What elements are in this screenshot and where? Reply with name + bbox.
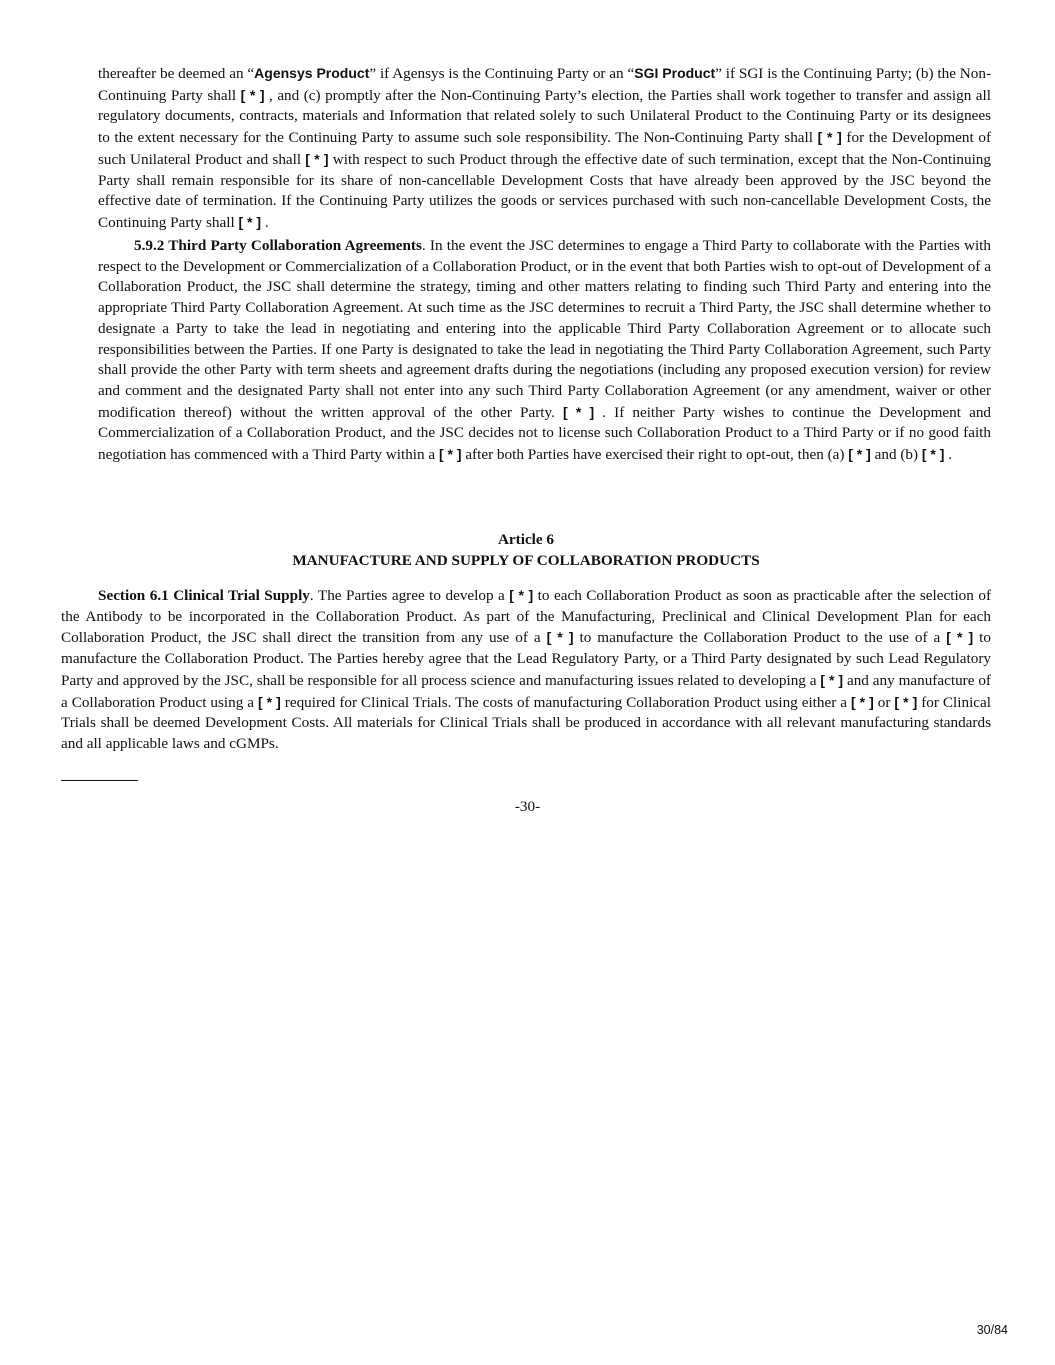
redaction-marker: [ * ]	[946, 629, 974, 646]
footnote-rule	[61, 780, 138, 781]
redaction-marker: [ * ]	[563, 403, 595, 420]
text-run: with respect to such Product through the effective date of such termination, except that the Non-Continuing Party shall remain responsible for its share of non-cancellable Development Costs that have already been approved by the JSC beyond the effective date of termination. If the Continuing Party utilizes the goods or services purchased with such non-cancellable Development Costs, the Continuing Party shall	[98, 150, 991, 231]
redaction-marker: [ * ]	[546, 629, 574, 646]
text-run: . In the event the JSC determines to engage a Third Party to collaborate with the Parties with respect to the Development or Commercialization of a Collaboration Product, or in the event that both Parties wish to opt-out of Development of a Collaboration Product, the JSC shall determine the strategy, timing and other matters relating to finding such Third Party and entering into the appropriate Third Party Collaboration Agreement. At such time as the JSC determines to recruit a Third Party, the JSC shall determine whether to designate a Party to take the lead in negotiating and entering into the applicable Third Party Collaboration Agreement or to allocate such responsibilities between the Parties. If one Party is designated to take the lead in negotiating the Third Party Collaboration Agreement, such Party shall provide the other Party with term sheets and agreement drafts during the negotiations (including any proposed execution version) for review and comment and the designated Party shall not enter into any such Third Party Collaboration Agreement (or any amendment, waiver or other modification thereof) without the written approval of the other Party.	[98, 237, 991, 421]
text-run: or	[873, 693, 895, 711]
text-run: required for Clinical Trials. The costs of manufacturing Collaboration Product using either a	[280, 693, 851, 711]
text-run: and (b)	[870, 446, 922, 464]
text-run: after both Parties have exercised their right to opt-out, then (a)	[461, 446, 849, 464]
article-number: Article 6	[497, 531, 555, 548]
text-run: to each Collaboration Product as soon as practicable after the selection of the Antibody to be incorporated in the Collaboration Product. As part of the Manufacturing, Preclinical and Clinical Development Plan for each Collaboration Product, the JSC shall direct the transition from any use of a	[61, 587, 991, 647]
redaction-marker: [ * ]	[240, 86, 265, 103]
defined-term-agensys-product: Agensys Product	[254, 65, 370, 81]
text-run: ” if SGI is the Continuing Party; (b) the Non-Continuing Party shall	[98, 65, 992, 104]
text-run: to manufacture the Collaboration Product. The Parties hereby agree that the Lead Regulatory Party, or a Third Party designated by such Lead Regulatory Party and approved by the JSC, shall be responsible for all process science and manufacturing issues related to developing a	[61, 629, 991, 689]
text-run: for the Development of such Unilateral Product and shall	[98, 129, 992, 168]
text-run: .	[261, 213, 269, 231]
section-heading: 5.9.2 Third Party Collaboration Agreements	[134, 237, 422, 254]
text-run: . If neither Party wishes to continue the Development and Commercialization of a Collaboration Product, and the JSC decides not to license such Collaboration Product to a Third Party or if no good faith negotiation has commenced with a Third Party within a	[98, 403, 992, 464]
section-5-9-2-paragraph	[98, 236, 991, 466]
text-run: , and (c) promptly after the Non-Continuing Party’s election, the Parties shall work together to transfer and assign all regulatory documents, contracts, materials and Information that related solely to such Unilateral Product to the Continuing Party or its designees to the extent necessary for the Continuing Party to assume such sole responsibility. The Non-Continuing Party shall	[98, 86, 991, 147]
redaction-marker: [ * ]	[305, 150, 329, 167]
text-run: to manufacture the Collaboration Product to the use of a	[573, 629, 947, 647]
defined-term-sgi-product: SGI Product	[634, 65, 716, 81]
article-title: MANUFACTURE AND SUPPLY OF COLLABORATION PRODUCTS	[292, 552, 760, 569]
redaction-marker: [ * ]	[820, 671, 844, 688]
text-run: for Clinical Trials shall be deemed Development Costs. All materials for Clinical Trials shall be produced in accordance with all relevant manufacturing standards and all applicable laws and cGMPs.	[61, 693, 991, 752]
page-number: -30-	[514, 798, 541, 815]
text-run: ” if Agensys is the Continuing Party or an “	[369, 65, 635, 82]
text-run: .	[944, 446, 952, 464]
text-run: . The Parties agree to develop a	[309, 587, 510, 604]
redaction-marker: [ * ]	[848, 446, 871, 463]
redaction-marker: [ * ]	[257, 693, 281, 710]
redaction-marker: [ * ]	[921, 446, 945, 463]
redaction-marker: [ * ]	[438, 446, 462, 463]
section-heading: Section 6.1 Clinical Trial Supply	[98, 587, 310, 604]
text-run: thereafter be deemed an “	[98, 65, 255, 82]
redaction-marker: [ * ]	[509, 587, 534, 603]
text-run: and any manufacture of a Collaboration Product using a	[61, 671, 991, 711]
paragraph-continuation	[98, 63, 991, 234]
section-6-1-paragraph	[61, 585, 991, 755]
redaction-marker: [ * ]	[238, 213, 262, 230]
redaction-marker: [ * ]	[850, 693, 874, 710]
redaction-marker: [ * ]	[894, 693, 918, 710]
redaction-marker: [ * ]	[817, 129, 842, 146]
page-counter: 30/84	[976, 1323, 1008, 1337]
